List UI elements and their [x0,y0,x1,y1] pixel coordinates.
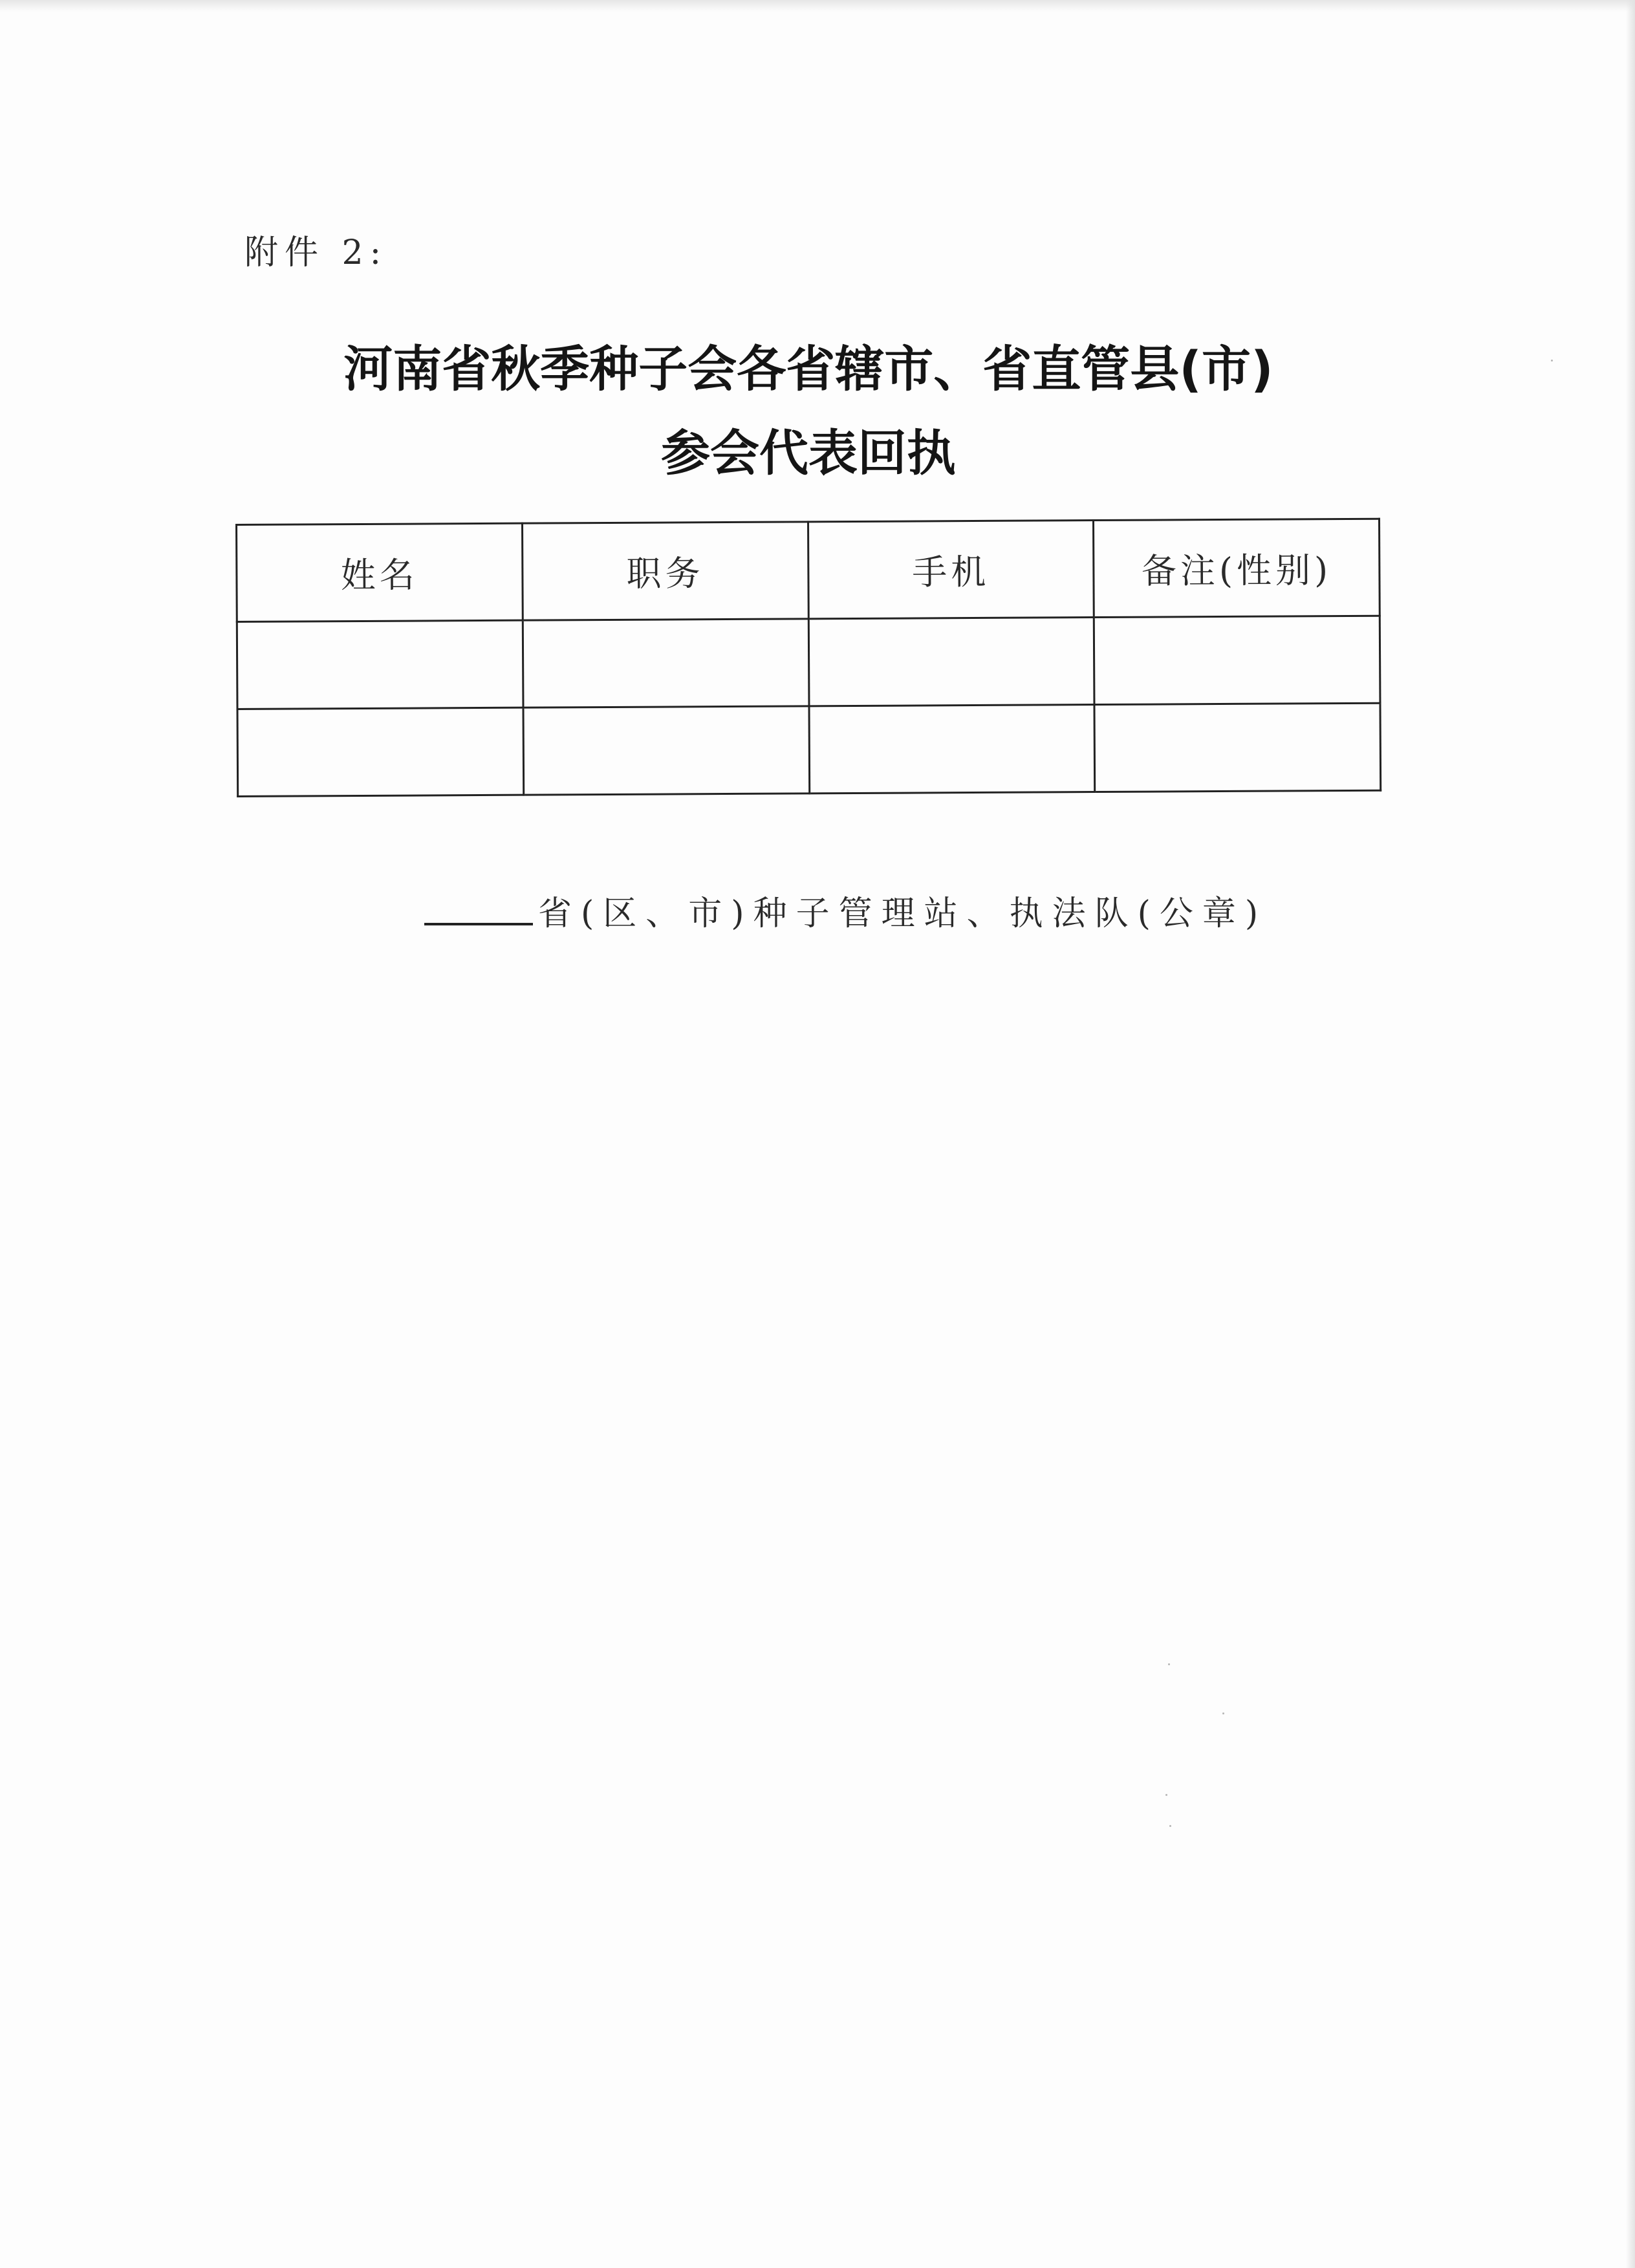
scan-speck [1165,1794,1167,1796]
table-cell-remarks[interactable] [1094,616,1380,704]
province-blank-line[interactable] [424,923,533,925]
official-seal-line [424,886,1267,934]
table-header-row [237,519,1380,621]
table-cell-position[interactable] [523,706,809,795]
table-cell-remarks[interactable] [1094,703,1380,792]
reply-form-table [235,518,1381,797]
table-cell-mobile[interactable] [808,618,1094,706]
table-cell-name[interactable] [237,707,523,796]
seal-text: 省(区、市)种子管理站、执法队(公章) [538,894,1268,933]
scan-speck [1551,360,1553,362]
table-row [237,616,1380,709]
header-mobile: 手机 [808,521,1094,619]
scan-speck [1222,1712,1224,1714]
scan-edge-top [0,0,1635,12]
scan-speck [1168,1663,1170,1665]
scan-speck [1169,1825,1171,1827]
table-cell-name[interactable] [237,620,523,709]
scan-edge-right [1626,0,1635,2268]
document-title-line-2: 参会代表回执 [661,424,956,482]
document-title-line-1: 河南省秋季种子会各省辖市、省直管县(市) [343,340,1273,398]
header-position: 职务 [522,522,808,620]
attachment-label: 附件 2: [244,233,388,272]
table-cell-mobile[interactable] [808,705,1094,794]
table-cell-position[interactable] [523,619,808,707]
table-row [237,703,1381,796]
header-name: 姓名 [237,523,523,621]
header-remarks-gender: 备注(性别) [1094,519,1380,617]
